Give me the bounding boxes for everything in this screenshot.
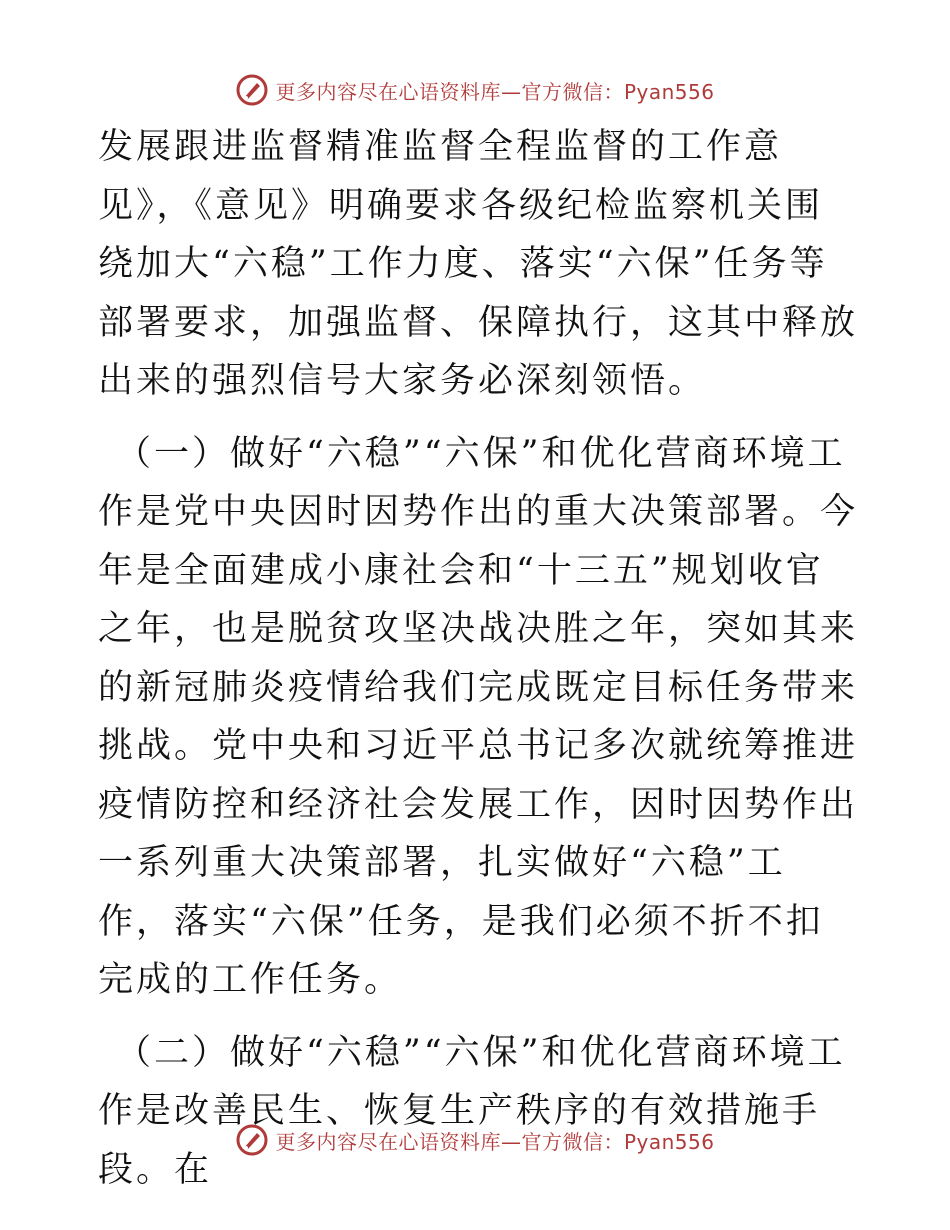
watermark-text: 更多内容尽在心语资料库—官方微信：Pyan556 <box>275 1129 715 1154</box>
paragraph-2: （一）做好“六稳”“六保”和优化营商环境工作是党中央因时因势作出的重大决策部署。今年是全面建成小康社会和“十三五”规划收官之年，也是脱贫攻坚决战决胜之年，突如其来的新冠肺炎疫情给我们完成既定目标任务带来挑战。党中央和习近平总书记多次就统筹推进疫情防控和经济社会发展工作，因时因势作出一系列重大决策部署，扎实做好“六稳”工作，落实“六保”任务，是我们必须不折不扣完成的工作任务。 <box>98 433 859 1000</box>
pen-circle-logo-icon <box>235 73 269 107</box>
paragraph-1: 发展跟进监督精准监督全程监督的工作意见》，《意见》明确要求各级纪检监察机关围绕加大“六稳”工作力度、落实“六保”任务等部署要求，加强监督、保障执行，这其中释放出来的强烈信号大家务必深刻领悟。 <box>98 127 859 401</box>
pen-circle-logo-icon <box>235 1123 269 1157</box>
document-body <box>98 118 858 1199</box>
header-watermark <box>0 70 950 110</box>
footer-watermark <box>0 1120 950 1160</box>
paragraph-3: （二）做好“六稳”“六保”和优化营商环境工作是改善民生、恢复生产秩序的有效措施手段。在 <box>98 1032 846 1190</box>
watermark-text: 更多内容尽在心语资料库—官方微信：Pyan556 <box>275 79 715 104</box>
